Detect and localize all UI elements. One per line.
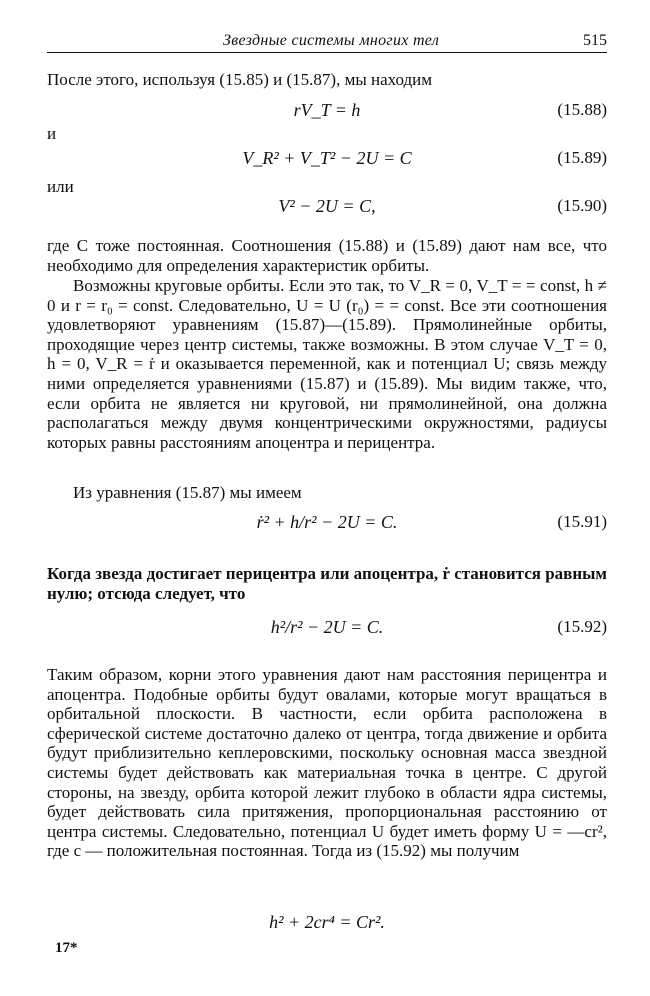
running-title: Звездные системы многих тел xyxy=(223,32,440,49)
paragraph-intro: После этого, используя (15.85) и (15.87), мы находим xyxy=(47,70,433,89)
paragraph-pericenter: Когда звезда достигает перицентра или апоцентра, ṙ становится равным нулю; отсюда следует, что xyxy=(47,564,607,603)
running-header xyxy=(47,30,607,53)
paragraph-roots: Таким образом, корни этого уравнения дают нам расстояния перицентра и апоцентра. Подобные орбиты будут овалами, которые могут вращаться в орбитальной плоскости. В частности, если орбита расположена в сферической системе достаточно далеко от центра, тогда движение и орбита будут приблизительно кеплеровскими, поскольку основная масса звездной системы будет действовать как материальная точка в центре. С другой стороны, на звезду, орбита которой лежит глубоко в области ядра системы, будет действовать сила притяжения, пропорциональная расстоянию от центра системы. Следовательно, потенциал U будет иметь форму U = —cr², где c — положительная постоянная. Тогда из (15.92) мы получим xyxy=(47,665,607,861)
equation-15-88 xyxy=(47,100,607,126)
paragraph-from-equation: Из уравнения (15.87) мы имеем xyxy=(73,483,302,502)
equation-15-90 xyxy=(47,196,607,222)
equation-number: (15.88) xyxy=(557,100,607,119)
equation-15-91 xyxy=(47,512,607,538)
paragraph-constant: где C тоже постоянная. Соотношения (15.88) и (15.89) дают нам все, что необходимо для определения характеристик орбиты. xyxy=(47,236,607,275)
equation-formula: V_R² + V_T² − 2U = C xyxy=(242,148,412,168)
paragraph-circular-orbits: Возможны круговые орбиты. Если это так, то V_R = 0, V_T = = const, h ≠ 0 и r = r₀ = const. Следовательно, U = U (r₀) = = const. Все эти соотношения удовлетворяют уравнениям (15.87)—(15.89). Прямолинейные орбиты, проходящие через центр системы, также возможны. В этом случае V_T = 0, h = 0, V_R = ṙ и оказывается переменной, как и потенциал U; связь между ними определяется уравнениями (15.87) и (15.89). Мы видим также, что, если орбита не является ни круговой, ни прямолинейной, она должна располагаться между двумя концентрическими окружностями, радиусы которых равны расстояниям апоцентра и перицентра. xyxy=(47,276,607,452)
equation-formula: ṙ² + h/r² − 2U = C. xyxy=(256,512,398,532)
connector-or: или xyxy=(47,177,74,196)
signature-mark: 17* xyxy=(55,940,78,956)
equation-final xyxy=(47,912,607,938)
page-number: 515 xyxy=(583,32,607,49)
equation-number: (15.92) xyxy=(557,617,607,636)
equation-number: (15.89) xyxy=(557,148,607,167)
equation-formula: h² + 2cr⁴ = Cr². xyxy=(269,912,385,932)
equation-formula: V² − 2U = C, xyxy=(278,196,376,216)
equation-number: (15.90) xyxy=(557,196,607,215)
connector-and: и xyxy=(47,124,57,143)
equation-formula: rV_T = h xyxy=(293,100,361,120)
equation-15-89 xyxy=(47,148,607,174)
equation-15-92 xyxy=(47,617,607,643)
equation-formula: h²/r² − 2U = C. xyxy=(270,617,384,637)
equation-number: (15.91) xyxy=(557,512,607,531)
